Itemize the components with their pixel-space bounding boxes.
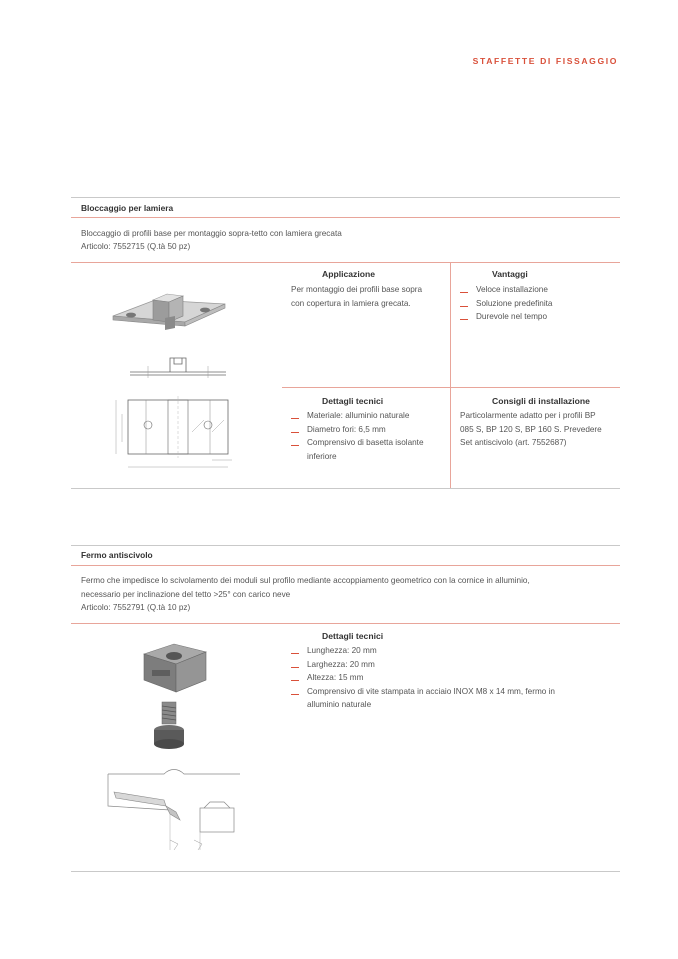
divider (71, 545, 620, 546)
divider (71, 197, 620, 198)
product-description: Bloccaggio di profili base per montaggio sopra-tetto con lamiera grecata (81, 229, 342, 238)
row-divider (282, 387, 620, 388)
list-item: Comprensivo di basetta isolante inferiore (291, 436, 424, 463)
vantaggi-title: Vantaggi (492, 269, 528, 279)
applicazione-title: Applicazione (322, 269, 376, 279)
divider (71, 217, 620, 218)
dettagli-title: Dettagli tecnici (322, 396, 384, 406)
dettagli-list (291, 644, 555, 712)
list-item: Comprensivo di vite stampata in acciaio INOX M8 x 14 mm, fermo in alluminio naturale (291, 685, 555, 712)
divider (71, 871, 620, 872)
list-item: Lunghezza: 20 mm (291, 644, 555, 658)
bracket-technical-drawing (108, 392, 248, 476)
list-item: Larghezza: 20 mm (291, 658, 555, 672)
consigli-title: Consigli di installazione (492, 396, 590, 406)
mounting-drawing (104, 766, 244, 856)
list-item: Materiale: alluminio naturale (291, 409, 424, 423)
applicazione-text: Per montaggio dei profili base sopra con copertura in lamiera grecata. (291, 285, 423, 308)
dettagli-list (291, 409, 424, 463)
divider (71, 488, 620, 489)
product-article: Articolo: 7552791 (Q.tà 10 pz) (81, 603, 191, 612)
bracket-3d-image (105, 278, 235, 348)
dettagli-title: Dettagli tecnici (322, 631, 384, 641)
product-description: Fermo che impedisce lo scivolamento dei moduli sul profilo mediante accoppiamento geometrico con la cornice in alluminio, necessario per inclinazione del tetto >25° con carico neve (81, 576, 530, 599)
section-header: STAFFETTE DI FISSAGGIO (472, 56, 618, 66)
list-item: Diametro fori: 6,5 mm (291, 423, 424, 437)
screw-image (150, 700, 190, 754)
divider (71, 262, 620, 263)
divider (71, 565, 620, 566)
list-item: Altezza: 15 mm (291, 671, 555, 685)
list-item: Soluzione predefinita (460, 297, 552, 311)
product-title: Fermo antiscivolo (81, 550, 153, 560)
clamp-3d-image (134, 640, 214, 700)
divider (71, 623, 620, 624)
bracket-side-drawing (128, 352, 228, 380)
product-title: Bloccaggio per lamiera (81, 203, 174, 213)
list-item: Durevole nel tempo (460, 310, 552, 324)
vantaggi-list (460, 283, 552, 324)
list-item: Veloce installazione (460, 283, 552, 297)
product-article: Articolo: 7552715 (Q.tà 50 pz) (81, 242, 191, 251)
column-divider (450, 262, 451, 488)
consigli-text: Particolarmente adatto per i profili BP 085 S, BP 120 S, BP 160 S. Prevedere Set antiscivolo (art. 7552687) (460, 411, 602, 448)
